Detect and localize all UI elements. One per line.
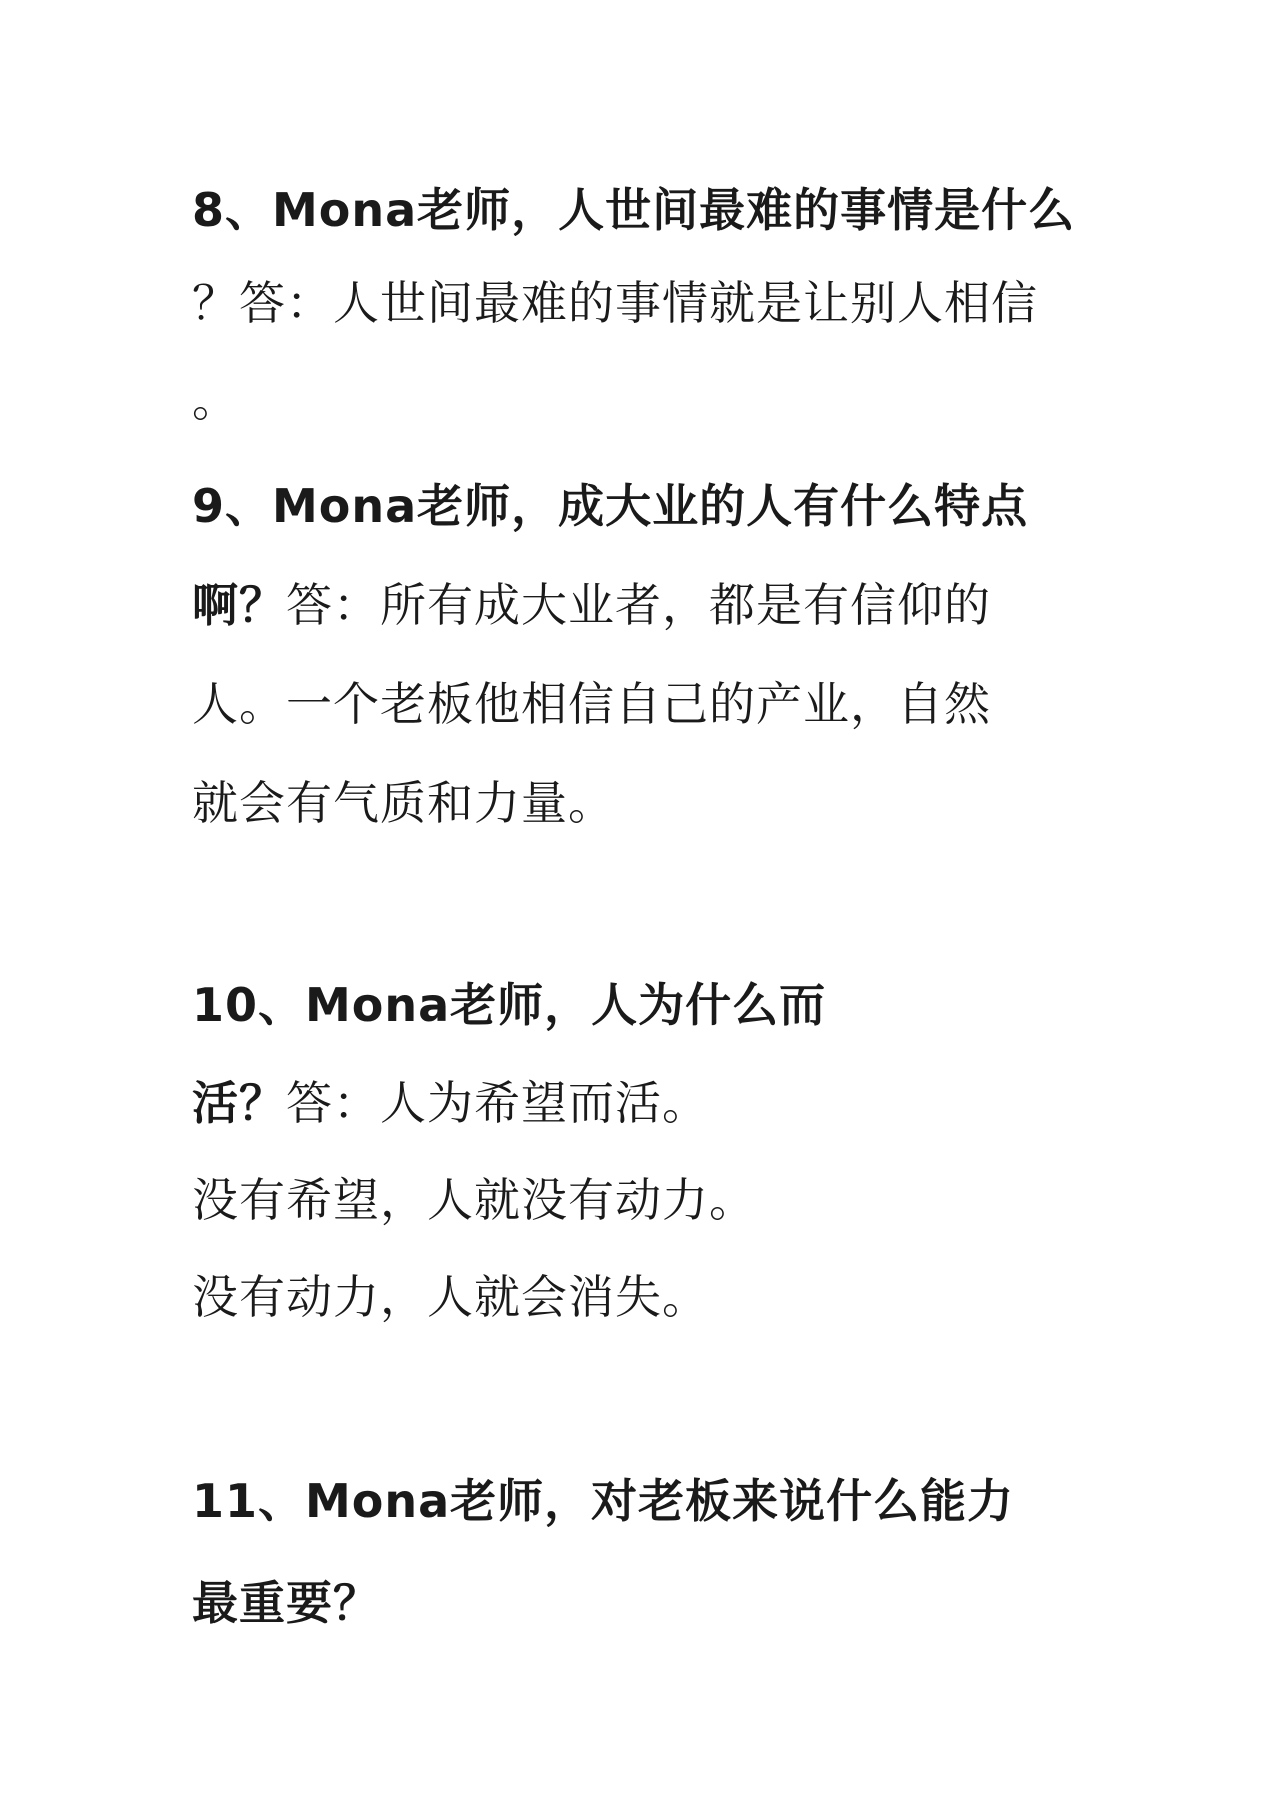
question-text: 9、Mona老师，成大业的人有什么特点: [192, 479, 1029, 533]
question-text: 10、Mona老师，人为什么而: [192, 978, 827, 1032]
answer-text: 没有动力，人就会消失。: [192, 1270, 709, 1324]
answer-text: 答：人为希望而活。: [286, 1076, 709, 1130]
answer-text: 。: [192, 373, 239, 427]
answer-8-line-1: [192, 273, 1038, 333]
question-10-line-1: [192, 975, 826, 1035]
answer-10-line-3: [192, 1267, 709, 1327]
answer-10-line-2: [192, 1170, 756, 1230]
answer-text: 答：所有成大业者，都是有信仰的: [286, 578, 991, 632]
question-text: 最重要？: [192, 1576, 380, 1630]
question-9-line-1: [192, 476, 1028, 536]
question-text: 活？: [192, 1076, 286, 1130]
answer-text: 人。一个老板他相信自己的产业，自然: [192, 677, 991, 731]
answer-text: 没有希望，人就没有动力。: [192, 1173, 756, 1227]
answer-text: ？答：人世间最难的事情就是让别人相信: [192, 276, 1038, 330]
question-9-line-2: [192, 575, 991, 635]
answer-9-line-2: [192, 674, 991, 734]
answer-9-line-3: [192, 773, 615, 833]
answer-text: 就会有气质和力量。: [192, 776, 615, 830]
question-text: 8、Mona老师，人世间最难的事情是什么: [192, 183, 1076, 237]
question-10-line-2: [192, 1073, 709, 1133]
question-8-line-1: [192, 180, 1075, 240]
question-11-line-2: [192, 1573, 380, 1633]
answer-8-line-2: [192, 370, 239, 430]
question-text: 11、Mona老师，对老板来说什么能力: [192, 1474, 1015, 1528]
question-text: 啊？: [192, 578, 286, 632]
question-11-line-1: [192, 1471, 1014, 1531]
